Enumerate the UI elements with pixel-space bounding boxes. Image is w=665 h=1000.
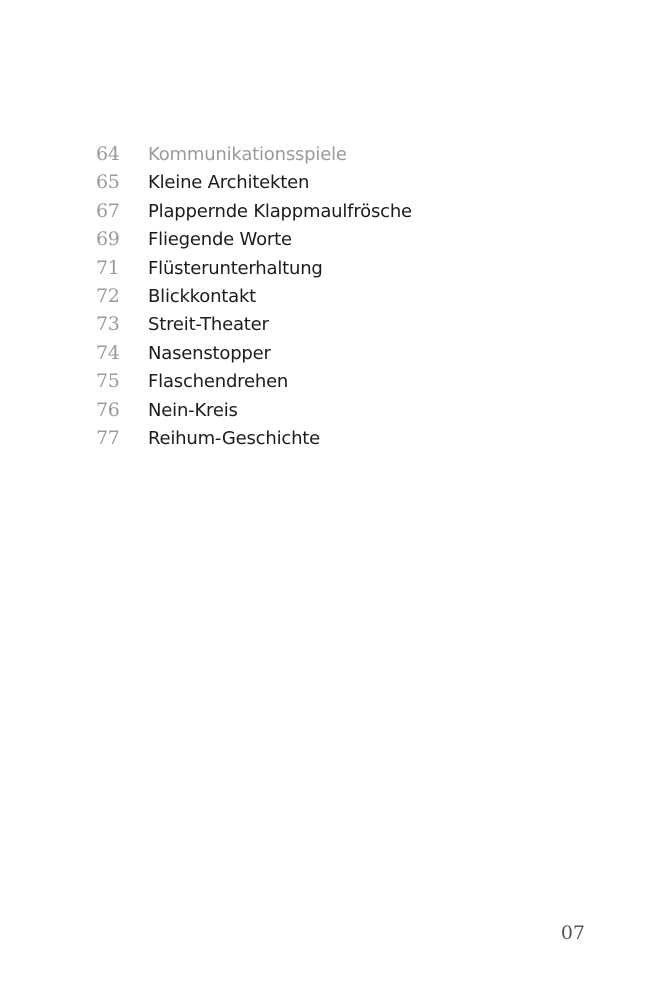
table-of-contents: [96, 140, 412, 452]
toc-page-number: 77: [96, 426, 120, 449]
toc-entry-title: Fliegende Worte: [148, 229, 292, 251]
toc-entry-title: Reihum-Geschichte: [148, 427, 321, 449]
toc-entry: [96, 197, 412, 225]
toc-page-number: 69: [96, 228, 120, 251]
toc-entry-title: Nasenstopper: [148, 342, 271, 364]
toc-page-number: 67: [96, 199, 120, 222]
folio-page-number: 07: [560, 922, 585, 944]
toc-entry-title: Nein-Kreis: [148, 399, 238, 421]
toc-entry: [96, 282, 412, 310]
toc-section-heading: [96, 140, 412, 168]
toc-entry: [96, 225, 412, 253]
toc-page-number: 74: [96, 341, 120, 364]
toc-entry-title: Streit-Theater: [148, 314, 269, 336]
toc-entry: [96, 254, 412, 282]
toc-entry: [96, 396, 412, 424]
toc-entry-title: Flüsterunterhaltung: [148, 257, 323, 279]
toc-entry: [96, 367, 412, 395]
toc-page-number: 73: [96, 313, 120, 336]
toc-entry-title: Blickkontakt: [148, 285, 257, 307]
toc-page-number: 65: [96, 171, 120, 194]
toc-entry-title: Kleine Architekten: [148, 172, 310, 194]
toc-page-number: 71: [96, 256, 120, 279]
toc-section-title: Kommunikationsspiele: [148, 144, 347, 165]
toc-entry: [96, 168, 412, 196]
toc-page-number: 75: [96, 370, 120, 393]
toc-page-number: 76: [96, 398, 120, 421]
toc-entry-title: Flaschendrehen: [148, 371, 289, 393]
toc-page-number: 72: [96, 284, 120, 307]
toc-entry: [96, 310, 412, 338]
toc-entry-title: Plappernde Klappmaulfrösche: [148, 200, 412, 222]
toc-page-number: 64: [96, 143, 120, 165]
toc-entry: [96, 424, 412, 452]
toc-entry: [96, 339, 412, 367]
